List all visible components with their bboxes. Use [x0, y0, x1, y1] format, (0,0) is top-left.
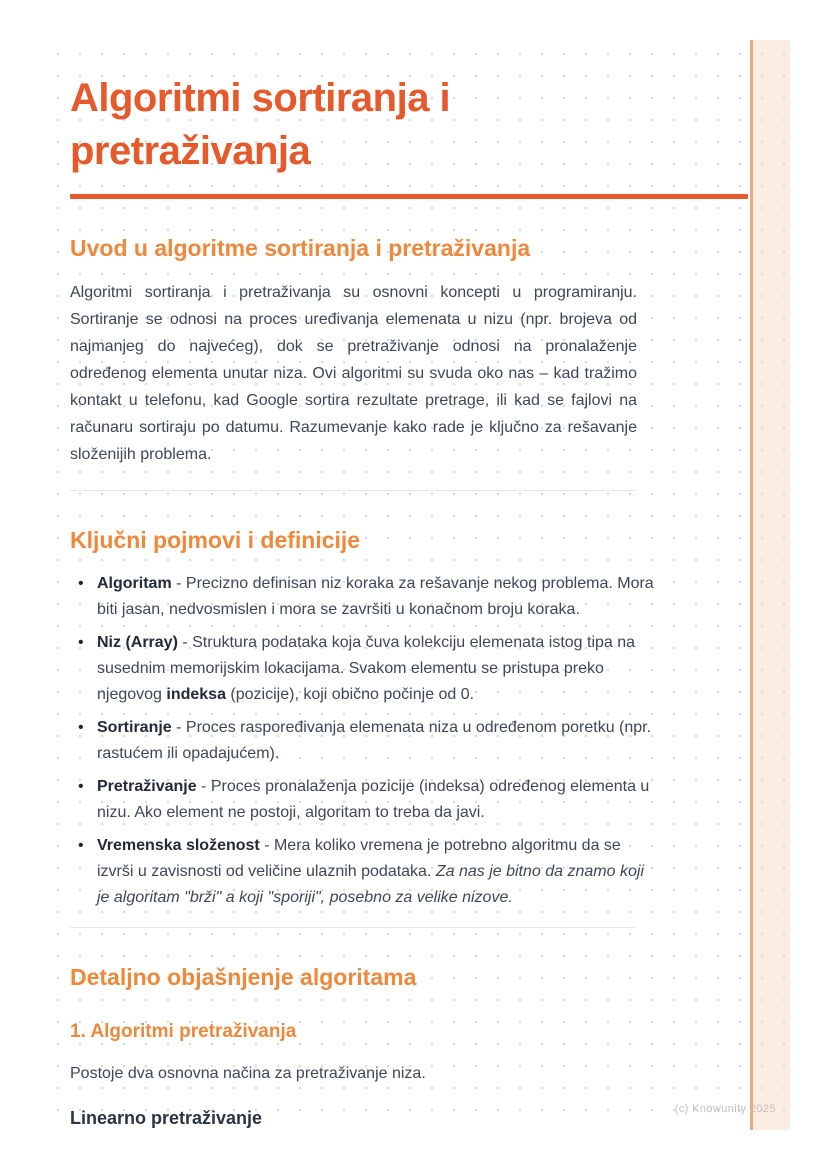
bullet-icon: •	[78, 837, 84, 854]
list-item-vremenska-slozenost	[70, 833, 659, 911]
term-inline-italic: Za nas je bitno da znamo koji je algoritam "brži" a koji "sporiji", posebno za velike nizove.	[97, 863, 644, 906]
term-label: Sortiranje	[97, 719, 172, 736]
section-divider	[70, 927, 635, 928]
bullet-icon: •	[78, 719, 84, 736]
bullet-icon: •	[78, 634, 84, 651]
term-label: Vremenska složenost	[97, 837, 260, 854]
detail-paragraph: Postoje dva osnovna načina za pretraživanje niza.	[70, 1065, 426, 1082]
subsection-heading-search-algorithms: 1. Algoritmi pretraživanja	[70, 1021, 297, 1042]
term-label: Algoritam	[97, 575, 172, 592]
term-definition: - Proces pronalaženja pozicije (indeksa) određenog elementa u nizu. Ako element ne postoji, algoritam to treba da javi.	[97, 778, 650, 821]
section-heading-terms: Ključni pojmovi i definicije	[70, 527, 361, 553]
term-definition: - Struktura podataka koja čuva kolekciju elemenata istog tipa na susednim memorijskim lokacijama. Svakom elementu se pristupa preko njegovog	[97, 634, 636, 703]
watermark-copyright: (c) Knowunity 2025	[674, 1103, 776, 1115]
term-label: Niz (Array)	[97, 634, 178, 651]
bullet-icon: •	[78, 778, 84, 795]
list-item-algoritam	[70, 571, 659, 623]
margin-stripe	[750, 40, 790, 1130]
intro-paragraph: Algoritmi sortiranja i pretraživanja su osnovni koncepti u programiranju. Sortiranje se odnosi na proces uređivanja elemenata u nizu (npr. brojeva od najmanjeg do najvećeg), dok se pretraživanje odnosi na pronalaženje određenog elementa unutar niza. Ovi algoritmi su svuda oko nas – kad tražimo kontakt u telefonu, kad Google sortira rezultate pretrage, ili kad se fajlovi na računaru sortiraju po datumu. Razumevanje kako rade je ključno za rešavanje složenijih problema.	[70, 284, 637, 463]
section-divider	[70, 490, 635, 491]
dotted-paper	[40, 40, 790, 1130]
page-title: Algoritmi sortiranja i pretraživanja	[70, 76, 451, 173]
title-underline	[70, 194, 748, 199]
term-definition: - Proces raspoređivanja elemenata niza u određenom poretku (npr. rastućem ili opadajućem).	[97, 719, 652, 762]
term-label: Pretraživanje	[97, 778, 197, 795]
section-heading-intro: Uvod u algoritme sortiranja i pretraživanja	[70, 235, 531, 261]
terms-list	[70, 571, 670, 911]
list-item-niz	[70, 630, 659, 708]
section-heading-detail: Detaljno objašnjenje algoritama	[70, 964, 417, 990]
list-item-sortiranje	[70, 715, 659, 767]
list-item-pretrazivanje	[70, 774, 659, 826]
term-inline-bold: indeksa	[166, 686, 226, 703]
bullet-icon: •	[78, 575, 84, 592]
term-definition: - Precizno definisan niz koraka za rešavanje nekog problema. Mora biti jasan, nedvosmislen i mora se završiti u konačnom broju koraka.	[97, 575, 654, 618]
term-definition-after: (pozicije), koji obično počinje od 0.	[225, 686, 475, 703]
content-column	[70, 40, 654, 1130]
subsection-heading-linear-search: Linearno pretraživanje	[70, 1108, 263, 1128]
term-definition: - Mera koliko vremena je potrebno algoritmu da se izvrši u zavisnosti od veličine ulaznih podataka.	[97, 837, 621, 880]
